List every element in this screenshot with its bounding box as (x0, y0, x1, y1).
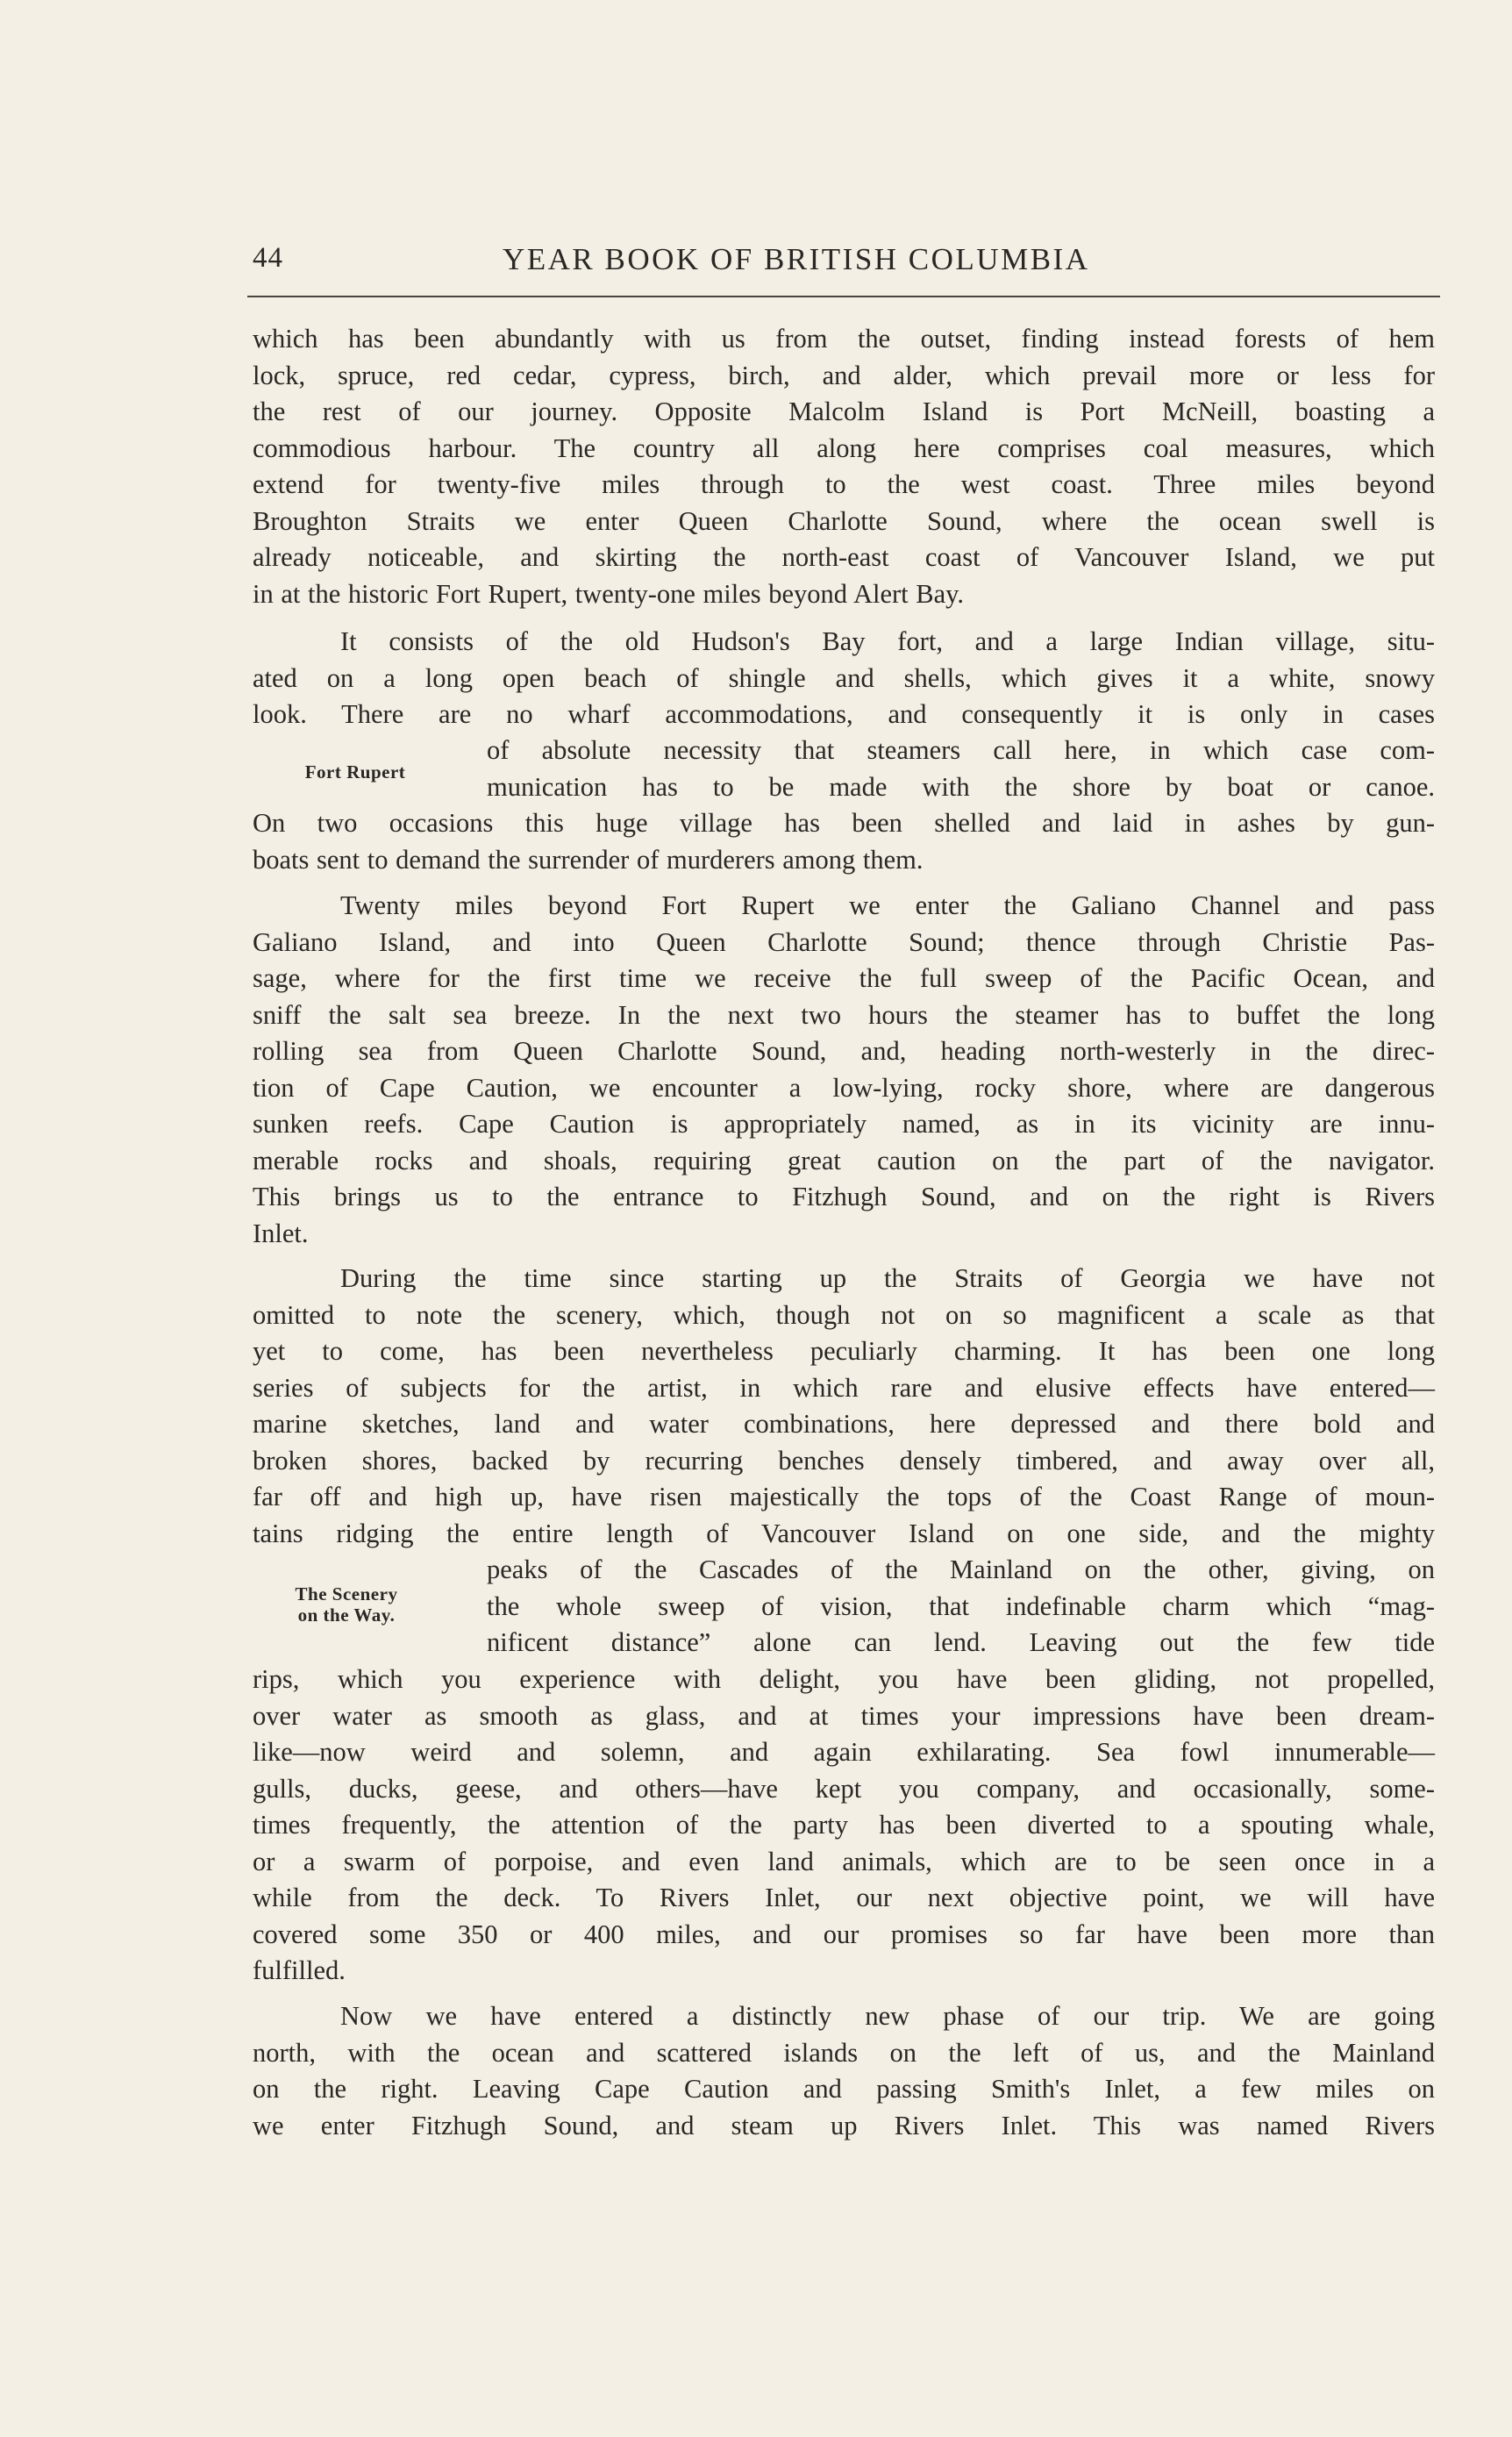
text-line: marine sketches, land and water combinations, here depressed and there bold and (253, 1409, 1435, 1439)
text-line: series of subjects for the artist, in which rare and elusive effects have entered— (253, 1372, 1435, 1403)
paragraph-2 (253, 624, 1435, 733)
text-line: which has been abundantly with us from the outset, finding instead forests of hem (253, 324, 1435, 354)
text-line: while from the deck. To Rivers Inlet, our next objective point, we will have (253, 1883, 1435, 1912)
text-line: tion of Cape Caution, we encounter a low-lying, rocky shore, where are dangerous (253, 1072, 1435, 1103)
text-line: During the time since starting up the Straits of Georgia we have not (340, 1263, 1435, 1293)
text-line: boats sent to demand the surrender of murderers among them. (253, 844, 924, 875)
text-line: ated on a long open beach of shingle and shells, which gives it a white, snowy (253, 662, 1435, 693)
text-line: Galiano Island, and into Queen Charlotte Sound; thence through Christie Pas- (253, 926, 1435, 957)
text-line: merable rocks and shoals, requiring great caution on the part of the navigator. (253, 1145, 1435, 1176)
paragraph-2-end (253, 805, 1435, 878)
text-line: On two occasions this huge village has been shelled and laid in ashes by gun- (253, 808, 1435, 838)
paragraph-4-wrapped (487, 1552, 1435, 1662)
text-line: rips, which you experience with delight, you have been gliding, not propelled, (253, 1664, 1435, 1694)
sidenote-fort-rupert (289, 761, 421, 783)
paragraph-4-end (253, 1662, 1435, 1990)
running-title: YEAR BOOK OF BRITISH COLUMBIA (503, 242, 1090, 276)
sidenote-text: Fort Rupert (304, 761, 406, 783)
text-line: munication has to be made with the shore by boat or canoe. (487, 771, 1435, 802)
text-line: gulls, ducks, geese, and others—have kept you company, and occasionally, some- (253, 1773, 1435, 1804)
text-line: we enter Fitzhugh Sound, and steam up Rivers Inlet. This was named Rivers (253, 2110, 1435, 2140)
text-line: in at the historic Fort Rupert, twenty-one miles beyond Alert Bay. (253, 578, 965, 609)
sidenote-scenery (281, 1583, 412, 1626)
paragraph-4 (253, 1261, 1435, 1552)
text-line: nificent distance” alone can lend. Leaving out the few tide (487, 1627, 1435, 1657)
text-line: It consists of the old Hudson's Bay fort, and a large Indian village, situ- (340, 626, 1435, 656)
text-line: times frequently, the attention of the party has been diverted to a spouting whale, (253, 1810, 1435, 1840)
text-line: yet to come, has been nevertheless peculiarly charming. It has been one long (253, 1336, 1435, 1366)
text-line: broken shores, backed by recurring benches densely timbered, and away over all, (253, 1445, 1435, 1476)
page-number: 44 (253, 242, 283, 274)
text-line: sunken reefs. Cape Caution is appropriately named, as in its vicinity are innu- (253, 1109, 1435, 1139)
text-line: far off and high up, have risen majestically the tops of the Coast Range of moun- (253, 1482, 1435, 1512)
text-line: look. There are no wharf accommodations, and consequently it is only in cases (253, 699, 1435, 729)
paragraph-2-wrapped (487, 733, 1435, 805)
text-line: sniff the salt sea breeze. In the next two hours the steamer has to buffet the long (253, 999, 1435, 1030)
text-line: over water as smooth as glass, and at times your impressions have been dream- (253, 1700, 1435, 1731)
text-line: Broughton Straits we enter Queen Charlotte Sound, where the ocean swell is (253, 505, 1435, 536)
text-line: extend for twenty-five miles through to the west coast. Three miles beyond (253, 469, 1435, 499)
text-line: the rest of our journey. Opposite Malcolm Island is Port McNeill, boasting a (253, 397, 1435, 426)
text-line: rolling sea from Queen Charlotte Sound, and, heading north-westerly in the direc- (253, 1036, 1435, 1066)
sidenote-text: The Scenery (295, 1583, 398, 1604)
text-line: Twenty miles beyond Fort Rupert we enter the Galiano Channel and pass (340, 890, 1435, 920)
text-line: like—now weird and solemn, and again exhilarating. Sea fowl innumerable— (253, 1737, 1435, 1767)
text-line: north, with the ocean and scattered islands on the left of us, and the Mainland (253, 2037, 1435, 2068)
text-line: covered some 350 or 400 miles, and our promises so far have been more than (253, 1919, 1435, 1949)
sidenote-text: on the Way. (297, 1604, 396, 1626)
text-line: tains ridging the entire length of Vancouver Island on one side, and the mighty (253, 1518, 1435, 1548)
text-line: commodious harbour. The country all along here comprises coal measures, which (253, 432, 1435, 463)
text-line: on the right. Leaving Cape Caution and passing Smith's Inlet, a few miles on (253, 2074, 1435, 2104)
text-line: Inlet. (253, 1218, 309, 1248)
text-line: the whole sweep of vision, that indefinable charm which “mag- (487, 1590, 1435, 1621)
text-line: already noticeable, and skirting the north-east coast of Vancouver Island, we put (253, 542, 1435, 572)
text-line: of absolute necessity that steamers call here, in which case com- (487, 735, 1435, 765)
text-line: omitted to note the scenery, which, though not on so magnificent a scale as that (253, 1299, 1435, 1330)
text-line: This brings us to the entrance to Fitzhugh Sound, and on the right is Rivers (253, 1182, 1435, 1211)
text-line: or a swarm of porpoise, and even land animals, which are to be seen once in a (253, 1846, 1435, 1876)
paragraph-1 (253, 321, 1435, 612)
paragraph-5 (253, 1998, 1435, 2144)
text-line: Now we have entered a distinctly new phase of our trip. We are going (340, 2001, 1435, 2031)
text-line: sage, where for the first time we receive the full sweep of the Pacific Ocean, and (253, 963, 1435, 993)
text-line: peaks of the Cascades of the Mainland on the other, giving, on (487, 1554, 1435, 1584)
text-line: fulfilled. (253, 1955, 346, 1985)
text-line: lock, spruce, red cedar, cypress, birch, and alder, which prevail more or less for (253, 360, 1435, 390)
header-rule (247, 296, 1440, 297)
paragraph-3 (253, 888, 1435, 1252)
page-header (253, 242, 1438, 281)
